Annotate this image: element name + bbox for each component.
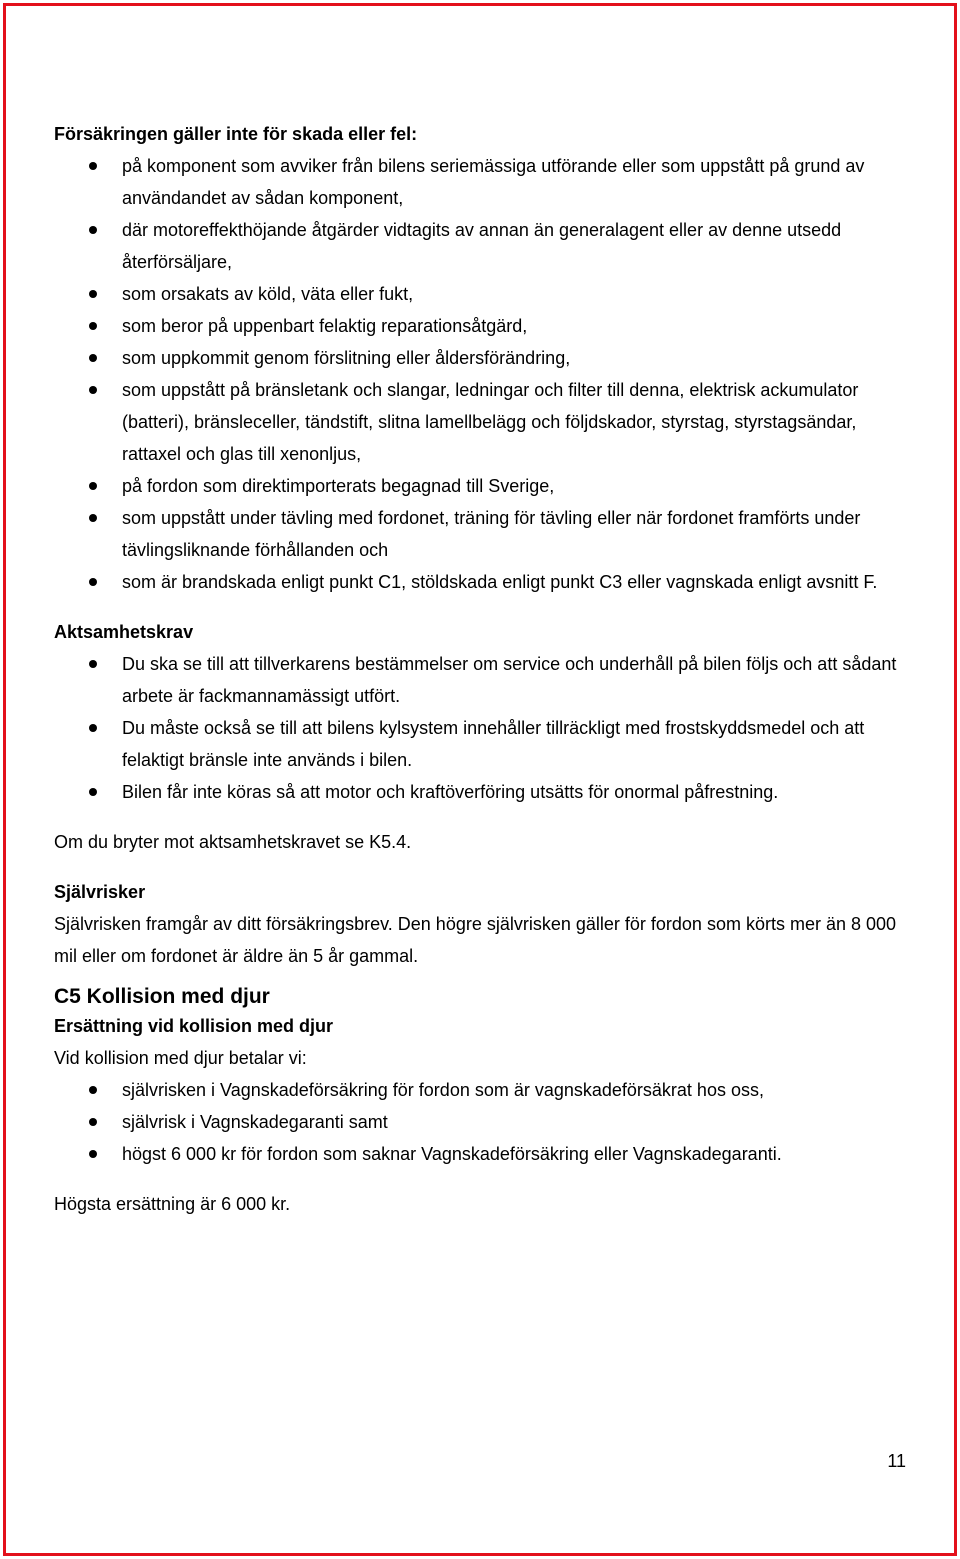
list-item bbox=[54, 310, 914, 342]
list-item-text: som uppkommit genom förslitning eller åldersförändring, bbox=[122, 348, 571, 368]
list-item-text: som beror på uppenbart felaktig reparationsåtgärd, bbox=[122, 316, 528, 336]
list-item bbox=[54, 776, 914, 808]
list-item-text: på fordon som direktimporterats begagnad till Sverige, bbox=[122, 476, 555, 496]
bullet-icon bbox=[89, 1118, 97, 1126]
bullet-icon bbox=[89, 226, 97, 234]
care-list bbox=[54, 648, 914, 808]
list-item-text: på komponent som avviker från bilens seriemässiga utförande eller som uppstått på grund av användandet av sådan komponent, bbox=[122, 156, 865, 208]
bullet-icon bbox=[89, 322, 97, 330]
list-item bbox=[54, 712, 914, 776]
list-item bbox=[54, 278, 914, 310]
bullet-icon bbox=[89, 162, 97, 170]
exclusions-heading: Försäkringen gäller inte för skada eller fel: bbox=[54, 124, 418, 144]
list-item-text: som är brandskada enligt punkt C1, stöldskada enligt punkt C3 eller vagnskada enligt avsnitt F. bbox=[122, 572, 878, 592]
list-item bbox=[54, 1074, 914, 1106]
bullet-icon bbox=[89, 1150, 97, 1158]
bullet-icon bbox=[89, 660, 97, 668]
list-item bbox=[54, 502, 914, 566]
exclusions-list bbox=[54, 150, 914, 598]
list-item-text: Du måste också se till att bilens kylsystem innehåller tillräckligt med frostskyddsmedel och att felaktigt bränsle inte används i bilen. bbox=[122, 718, 865, 770]
page-number: 11 bbox=[887, 1451, 906, 1471]
deductible-text: Självrisken framgår av ditt försäkringsbrev. Den högre självrisken gäller för fordon som körts mer än 8 000 mil eller om fordonet är äldre än 5 år gammal. bbox=[54, 914, 897, 966]
deductible-heading: Självrisker bbox=[54, 882, 146, 902]
bullet-icon bbox=[89, 386, 97, 394]
list-item bbox=[54, 648, 914, 712]
list-item-text: som uppstått under tävling med fordonet, träning för tävling eller när fordonet framförts under tävlingsliknande förhållanden och bbox=[122, 508, 861, 560]
list-item-text: högst 6 000 kr för fordon som saknar Vagnskadeförsäkring eller Vagnskadegaranti. bbox=[122, 1144, 782, 1164]
c5-max: Högsta ersättning är 6 000 kr. bbox=[54, 1194, 291, 1214]
c5-intro: Vid kollision med djur betalar vi: bbox=[54, 1048, 307, 1068]
list-item-text: självrisken i Vagnskadeförsäkring för fordon som är vagnskadeförsäkrat hos oss, bbox=[122, 1080, 764, 1100]
list-item-text: Du ska se till att tillverkarens bestämmelser om service och underhåll på bilen följs och att sådant arbete är fackmannamässigt utfört. bbox=[122, 654, 897, 706]
list-item bbox=[54, 1106, 914, 1138]
care-note: Om du bryter mot aktsamhetskravet se K5.4. bbox=[54, 832, 412, 852]
bullet-icon bbox=[89, 290, 97, 298]
document-body bbox=[54, 118, 914, 1220]
list-item bbox=[54, 374, 914, 470]
list-item bbox=[54, 1138, 914, 1170]
list-item bbox=[54, 342, 914, 374]
bullet-icon bbox=[89, 788, 97, 796]
list-item-text: där motoreffekthöjande åtgärder vidtagits av annan än generalagent eller av denne utsedd återförsäljare, bbox=[122, 220, 842, 272]
bullet-icon bbox=[89, 1086, 97, 1094]
list-item-text: som uppstått på bränsletank och slangar, ledningar och filter till denna, elektrisk ackumulator (batteri), bränsleceller, tändstift, slitna lamellbelägg och följdskador, styrstag, styrstagsändar, rattaxel och glas till xenonljus, bbox=[122, 380, 859, 464]
list-item bbox=[54, 470, 914, 502]
c5-list bbox=[54, 1074, 914, 1170]
bullet-icon bbox=[89, 578, 97, 586]
care-heading: Aktsamhetskrav bbox=[54, 622, 194, 642]
bullet-icon bbox=[89, 482, 97, 490]
list-item bbox=[54, 150, 914, 214]
bullet-icon bbox=[89, 724, 97, 732]
list-item-text: som orsakats av köld, väta eller fukt, bbox=[122, 284, 414, 304]
bullet-icon bbox=[89, 514, 97, 522]
list-item-text: självrisk i Vagnskadegaranti samt bbox=[122, 1112, 388, 1132]
section-title: C5 Kollision med djur bbox=[54, 985, 270, 1008]
list-item bbox=[54, 214, 914, 278]
list-item bbox=[54, 566, 914, 598]
list-item-text: Bilen får inte köras så att motor och kraftöverföring utsätts för onormal påfrestning. bbox=[122, 782, 779, 802]
bullet-icon bbox=[89, 354, 97, 362]
c5-subheading: Ersättning vid kollision med djur bbox=[54, 1016, 334, 1036]
